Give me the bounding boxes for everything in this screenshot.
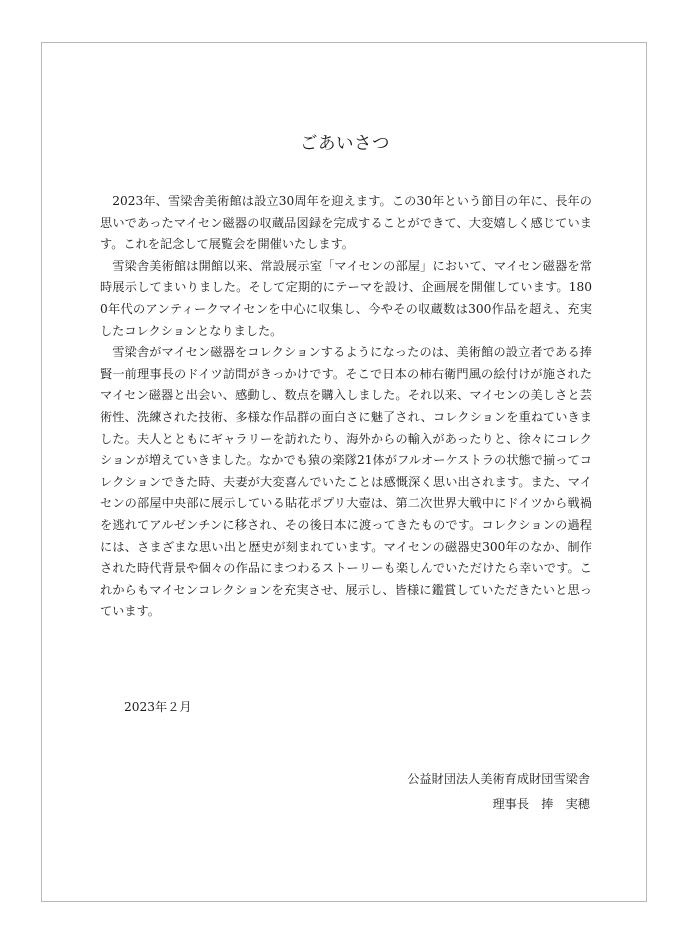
paragraph-3: 雪梁舎がマイセン磁器をコレクションするようになったのは、美術館の設立者である捧賢一前理事長のドイツ訪問がきっかけです。そこで日本の柿右衛門風の絵付けが施されたマイセン磁器と出会い、感動し、数点を購入しました。それ以来、マイセンの美しさと芸術性、洗練された技術、多様な作品群の面白さに魅了され、コレクションを重ねていきました。夫人とともにギャラリーを訪れたり、海外からの輸入があったりと、徐々にコレクションが増えていきました。なかでも猿の楽隊21体がフルオーケストラの状態で揃ってコレクションできた時、夫妻が大変喜んでいたことは感慨深く思い出されます。また、マイセンの部屋中央部に展示している貼花ポプリ大壺は、第二次世界大戦中にドイツから戦禍を逃れてアルゼンチンに移され、その後日本に渡ってきたものです。コレクションの過程には、さまざまな思い出と歴史が刻まれています。マイセンの磁器史300年のなか、制作された時代背景や個々の作品にまつわるストーリーも楽しんでいただけたら幸いです。これからもマイセンコレクションを充実させ、展示し、皆様に鑑賞していただきたいと思っています。 — [100, 345, 592, 619]
paragraph-2: 雪梁舎美術館は開館以来、常設展示室「マイセンの部屋」において、マイセン磁器を常時展示してまいりました。そして定期的にテーマを設け、企画展を開催しています。1800年代のアンティークマイセンを中心に収集し、今やその収蔵数は300作品を超え、充実したコレクションとなりました。 — [100, 258, 592, 338]
page-title: ごあいさつ — [300, 134, 390, 154]
letter-date: 2023年２月 — [124, 700, 192, 714]
organization-name: 公益財団法人美術育成財団雪梁舎 — [407, 772, 590, 786]
signer-name: 理事長 捧 実穂 — [492, 797, 590, 811]
paragraph-1: 2023年、雪梁舎美術館は設立30周年を迎えます。この30年という節目の年に、長年の思いであったマイセン磁器の収蔵品図録を完成することができて、大変嬉しく感じています。これを記念して展覧会を開催いたします。 — [100, 194, 592, 252]
greeting-body — [100, 191, 592, 623]
